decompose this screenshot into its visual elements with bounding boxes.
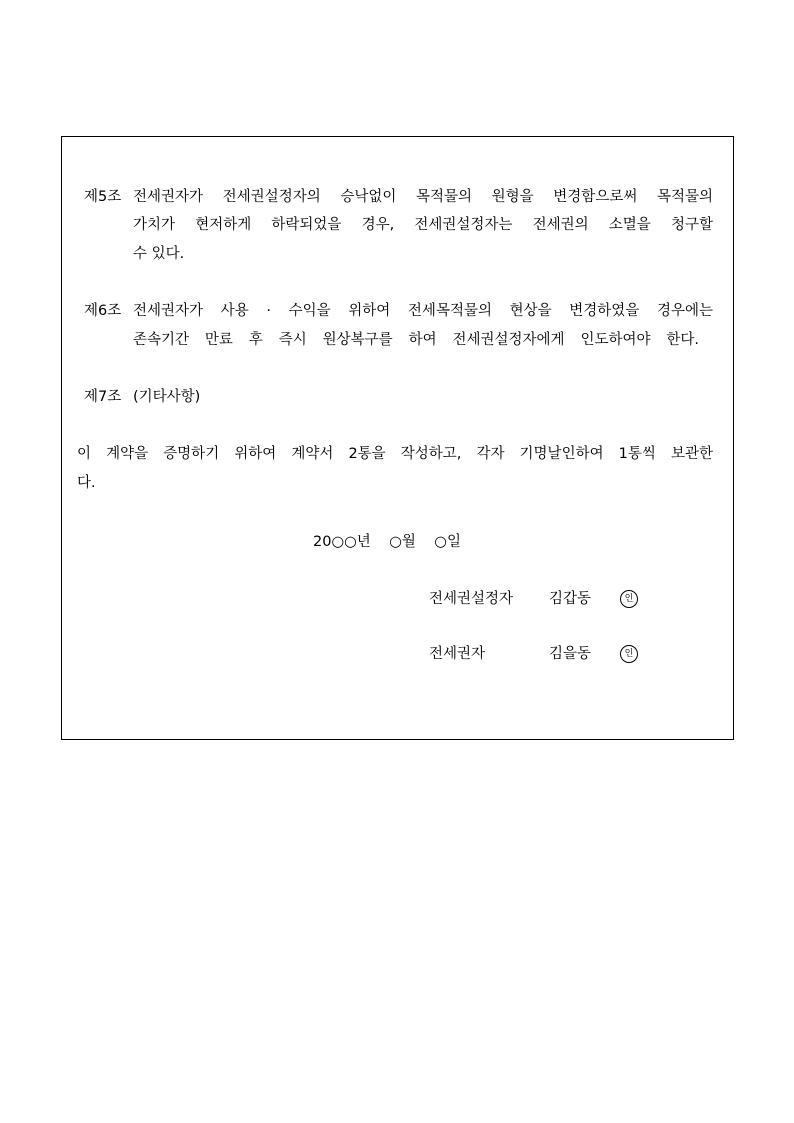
signer-2-name: 김을동: [549, 646, 592, 662]
article-5-line-3: 수 있다.: [133, 246, 185, 262]
signer-1-name: 김갑동: [549, 591, 592, 607]
article-5-line-2: 가치가 현저하게 하락되었을 경우, 전세권설정자는 전세권의 소멸을 청구할: [133, 217, 713, 233]
article-6-line-2: 존속기간 만료 후 즉시 원상복구를 하여 전세권설정자에게 인도하여야 한다.: [133, 332, 699, 348]
signer-2-seal-icon: 인: [620, 645, 638, 663]
article-6-line-1: 전세권자가 사용 · 수익을 위하여 전세목적물의 현상을 변경하였을 경우에는: [133, 303, 713, 319]
closing-statement-line-1: 이 계약을 증명하기 위하여 계약서 2통을 작성하고, 각자 기명날인하여 1통씩 보관한: [77, 446, 713, 462]
article-5-number: 제5조: [84, 189, 122, 205]
closing-statement-line-2: 다.: [77, 475, 96, 491]
signer-2-role: 전세권자: [429, 646, 486, 662]
article-6-number: 제6조: [84, 303, 122, 319]
article-7-number: 제7조: [84, 389, 122, 405]
contract-date: 20○○년 ○월 ○일: [313, 534, 461, 550]
article-7-line-1: (기타사항): [133, 389, 201, 405]
signer-1-seal-icon: 인: [620, 590, 638, 608]
article-5-line-1: 전세권자가 전세권설정자의 승낙없이 목적물의 원형을 변경함으로써 목적물의: [133, 189, 713, 205]
signer-1-role: 전세권설정자: [429, 591, 514, 607]
